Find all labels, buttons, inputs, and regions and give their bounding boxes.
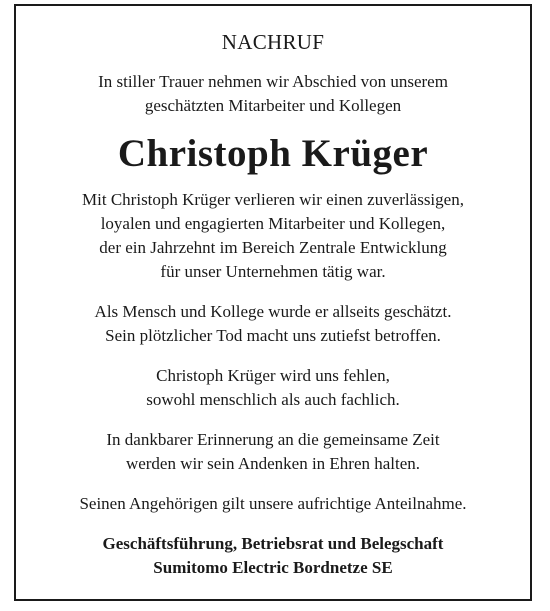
paragraph-line: Seinen Angehörigen gilt unsere aufrichtige Anteilnahme. bbox=[79, 494, 467, 513]
paragraph-tribute bbox=[14, 188, 532, 284]
intro-line: In stiller Trauer nehmen wir Abschied von unserem bbox=[98, 72, 448, 91]
paragraph-line: In dankbarer Erinnerung an die gemeinsame Zeit bbox=[106, 430, 440, 449]
deceased-name: Christoph Krüger bbox=[117, 132, 429, 175]
signature-line: Geschäftsführung, Betriebsrat und Belegschaft bbox=[102, 534, 444, 553]
intro-line: geschätzten Mitarbeiter und Kollegen bbox=[144, 96, 402, 115]
notice-heading: NACHRUF bbox=[221, 30, 325, 54]
intro-text bbox=[14, 70, 532, 118]
signature-line: Sumitomo Electric Bordnetze SE bbox=[153, 558, 393, 577]
paragraph-line: loyalen und engagierten Mitarbeiter und Kollegen, bbox=[100, 214, 446, 233]
paragraph-line: der ein Jahrzehnt im Bereich Zentrale Entwicklung bbox=[99, 238, 447, 257]
signature-block bbox=[14, 532, 532, 580]
paragraph-line: Christoph Krüger wird uns fehlen, bbox=[156, 366, 390, 385]
paragraph-condolences bbox=[14, 492, 532, 516]
paragraph-remembrance bbox=[14, 428, 532, 476]
paragraph-line: sowohl menschlich als auch fachlich. bbox=[146, 390, 400, 409]
paragraph-line: für unser Unternehmen tätig war. bbox=[160, 262, 386, 281]
obituary-notice bbox=[14, 4, 532, 580]
paragraph-line: Als Mensch und Kollege wurde er allseits geschätzt. bbox=[94, 302, 452, 321]
paragraph-missed bbox=[14, 364, 532, 412]
paragraph-line: Sein plötzlicher Tod macht uns zutiefst betroffen. bbox=[105, 326, 441, 345]
paragraph-line: werden wir sein Andenken in Ehren halten. bbox=[125, 454, 421, 473]
paragraph-line: Mit Christoph Krüger verlieren wir einen zuverlässigen, bbox=[82, 190, 464, 209]
paragraph-appreciation bbox=[14, 300, 532, 348]
